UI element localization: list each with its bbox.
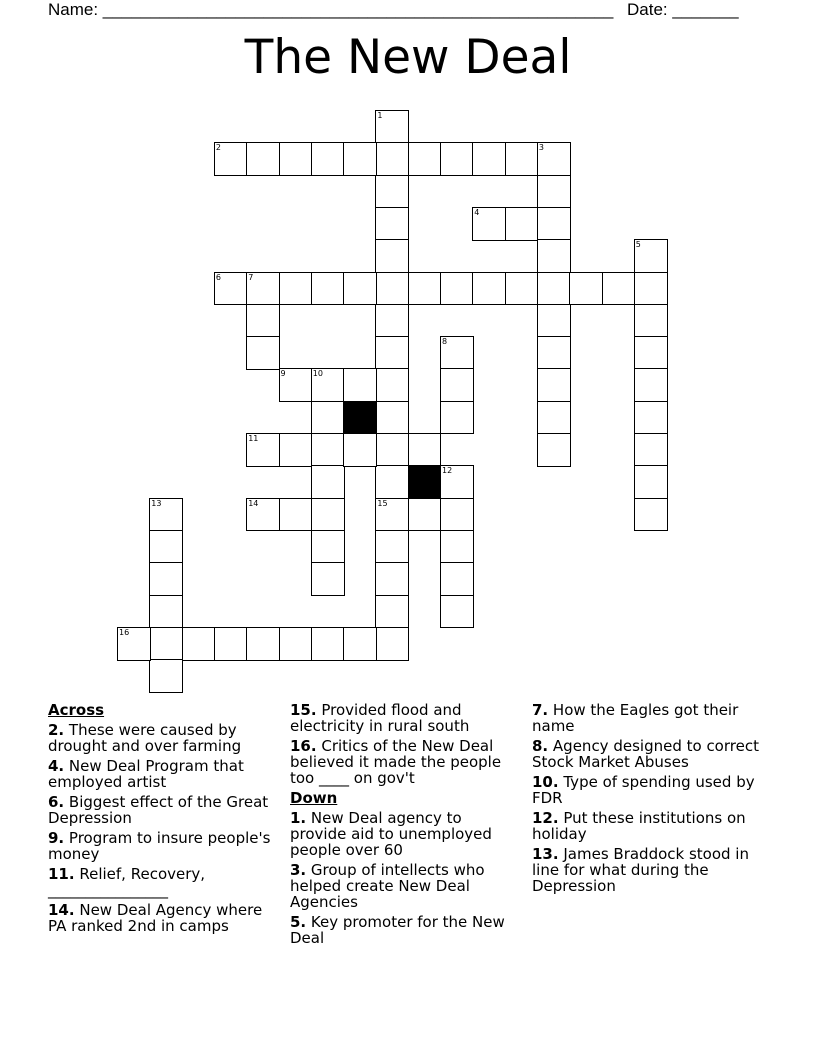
crossword-cell[interactable] (634, 465, 668, 499)
cell-number: 4 (474, 207, 480, 217)
clue-text: Put these institutions on holiday (532, 809, 746, 843)
crossword-cell[interactable] (634, 239, 668, 273)
clue-across-16 (290, 738, 520, 786)
clue-down-13 (532, 846, 762, 894)
crossword-cell[interactable] (537, 207, 571, 241)
cell-number: 9 (280, 369, 286, 379)
crossword-cell[interactable] (408, 498, 442, 532)
crossword-cell[interactable] (537, 433, 571, 467)
crossword-cell[interactable] (279, 142, 313, 176)
crossword-cell[interactable] (440, 465, 474, 499)
crossword-cell[interactable] (440, 595, 474, 629)
crossword-cell[interactable] (505, 207, 539, 241)
crossword-cell[interactable] (117, 627, 151, 661)
clue-down-8 (532, 738, 762, 770)
crossword-cell[interactable] (343, 142, 377, 176)
clue-number: 13. (532, 845, 559, 863)
crossword-cell[interactable] (634, 304, 668, 338)
down-heading: Down (290, 789, 338, 807)
crossword-cell[interactable] (246, 336, 280, 370)
crossword-cell[interactable] (634, 368, 668, 402)
crossword-cell[interactable] (440, 336, 474, 370)
crossword-cell[interactable] (279, 627, 313, 661)
clue-down-10 (532, 774, 762, 806)
clue-text: New Deal agency to provide aid to unemployed people over 60 (290, 809, 492, 859)
clue-number: 5. (290, 913, 307, 931)
crossword-cell[interactable] (375, 465, 409, 499)
crossword-cell[interactable] (311, 627, 345, 661)
crossword-cell[interactable] (537, 142, 571, 176)
crossword-cell[interactable] (311, 498, 345, 532)
crossword-cell[interactable] (375, 562, 409, 596)
crossword-cell[interactable] (375, 272, 409, 306)
crossword-cell[interactable] (375, 175, 409, 209)
crossword-cell[interactable] (149, 498, 183, 532)
clue-down-3 (290, 862, 520, 910)
crossword-cell[interactable] (440, 562, 474, 596)
clue-number: 16. (290, 737, 317, 755)
crossword-cell[interactable] (375, 433, 409, 467)
cell-number: 14 (248, 498, 259, 508)
crossword-cell[interactable] (279, 433, 313, 467)
crossword-cell[interactable] (375, 530, 409, 564)
crossword-cell[interactable] (149, 627, 183, 661)
crossword-cell[interactable] (472, 207, 506, 241)
crossword-cell[interactable] (537, 272, 571, 306)
clue-down-5 (290, 914, 520, 946)
clue-text: New Deal Agency where PA ranked 2nd in camps (48, 901, 263, 935)
crossword-cell[interactable] (537, 304, 571, 338)
crossword-cell[interactable] (569, 272, 603, 306)
black-cell (408, 465, 442, 499)
clue-text: Agency designed to correct Stock Market Abuses (532, 737, 759, 771)
crossword-cell[interactable] (311, 401, 345, 435)
black-cell (343, 401, 377, 435)
clue-text: Critics of the New Deal believed it made the people too ____ on gov't (290, 737, 502, 787)
crossword-cell[interactable] (149, 659, 183, 693)
clue-number: 8. (532, 737, 549, 755)
clue-number: 9. (48, 829, 65, 847)
name-field-label: Name: ______________________________________________________ (48, 0, 614, 19)
clue-text: Biggest effect of the Great Depression (48, 793, 269, 827)
cell-number: 13 (151, 498, 162, 508)
crossword-cell[interactable] (537, 368, 571, 402)
crossword-cell[interactable] (343, 627, 377, 661)
crossword-cell[interactable] (375, 207, 409, 241)
crossword-cell[interactable] (505, 272, 539, 306)
clue-text: James Braddock stood in line for what during the Depression (532, 845, 749, 895)
page-title: The New Deal (244, 30, 572, 85)
clue-number: 15. (290, 701, 317, 719)
clue-text: Type of spending used by FDR (532, 773, 755, 807)
crossword-cell[interactable] (472, 272, 506, 306)
crossword-cell[interactable] (375, 368, 409, 402)
crossword-cell[interactable] (246, 627, 280, 661)
clue-number: 2. (48, 721, 65, 739)
clue-down-7 (532, 702, 762, 734)
crossword-cell[interactable] (505, 142, 539, 176)
clue-text: Program to insure people's money (48, 829, 271, 863)
clue-number: 4. (48, 757, 65, 775)
across-heading: Across (48, 701, 105, 719)
clue-number: 6. (48, 793, 65, 811)
crossword-cell[interactable] (214, 272, 248, 306)
crossword-cell[interactable] (375, 401, 409, 435)
crossword-cell[interactable] (311, 272, 345, 306)
crossword-cell[interactable] (440, 368, 474, 402)
clue-text: Provided flood and electricity in rural south (290, 701, 470, 735)
crossword-cell[interactable] (246, 304, 280, 338)
crossword-cell[interactable] (408, 142, 442, 176)
clues-column-3 (532, 702, 762, 898)
clue-across-2 (48, 722, 278, 754)
crossword-cell[interactable] (440, 401, 474, 435)
clue-text: These were caused by drought and over farming (48, 721, 242, 755)
crossword-cell[interactable] (537, 239, 571, 273)
crossword-cell[interactable] (440, 272, 474, 306)
crossword-cell[interactable] (279, 368, 313, 402)
crossword-cell[interactable] (634, 433, 668, 467)
crossword-cell[interactable] (279, 498, 313, 532)
clue-text: Key promoter for the New Deal (290, 913, 505, 947)
crossword-cell[interactable] (537, 175, 571, 209)
crossword-cell[interactable] (634, 401, 668, 435)
crossword-cell[interactable] (440, 142, 474, 176)
crossword-cell[interactable] (311, 562, 345, 596)
crossword-cell[interactable] (375, 239, 409, 273)
clue-number: 1. (290, 809, 307, 827)
cell-number: 8 (442, 337, 448, 347)
crossword-cell[interactable] (408, 272, 442, 306)
crossword-cell[interactable] (246, 498, 280, 532)
clue-text: Group of intellects who helped create New Deal Agencies (290, 861, 485, 911)
crossword-cell[interactable] (375, 595, 409, 629)
cell-number: 15 (377, 498, 388, 508)
cell-number: 6 (215, 272, 221, 282)
crossword-cell[interactable] (408, 433, 442, 467)
crossword-cell[interactable] (182, 627, 216, 661)
cell-number: 3 (538, 143, 544, 153)
cell-number: 11 (248, 434, 259, 443)
cell-number: 10 (312, 369, 323, 379)
crossword-cell[interactable] (375, 627, 409, 661)
crossword-cell[interactable] (375, 498, 409, 532)
clue-text: How the Eagles got their name (532, 701, 739, 735)
clue-across-6 (48, 794, 278, 826)
crossword-cell[interactable] (602, 272, 636, 306)
cell-number: 7 (248, 272, 254, 282)
clue-number: 12. (532, 809, 559, 827)
crossword-cell[interactable] (440, 498, 474, 532)
cell-number: 5 (635, 240, 641, 250)
clues-column-1 (48, 702, 278, 938)
crossword-cell[interactable] (311, 465, 345, 499)
clue-number: 11. (48, 865, 75, 883)
crossword-cell[interactable] (246, 433, 280, 467)
clue-down-1 (290, 810, 520, 858)
crossword-cell[interactable] (246, 272, 280, 306)
crossword-cell[interactable] (343, 272, 377, 306)
clue-text: New Deal Program that employed artist (48, 757, 244, 791)
clue-across-4 (48, 758, 278, 790)
crossword-cell[interactable] (375, 142, 409, 176)
clue-across-15 (290, 702, 520, 734)
crossword-cell[interactable] (246, 142, 280, 176)
clue-number: 10. (532, 773, 559, 791)
clue-across-11 (48, 866, 248, 898)
clue-down-12 (532, 810, 762, 842)
crossword-cell[interactable] (311, 142, 345, 176)
crossword-cell[interactable] (375, 304, 409, 338)
clue-number: 3. (290, 861, 307, 879)
crossword-cell[interactable] (440, 530, 474, 564)
crossword-cell[interactable] (537, 336, 571, 370)
clue-text: Relief, Recovery, ________________ (48, 865, 206, 899)
cell-number: 2 (215, 143, 221, 153)
clue-number: 7. (532, 701, 549, 719)
crossword-cell[interactable] (214, 142, 248, 176)
crossword-cell[interactable] (149, 562, 183, 596)
crossword-cell[interactable] (279, 272, 313, 306)
crossword-cell[interactable] (472, 142, 506, 176)
crossword-cell[interactable] (214, 627, 248, 661)
clue-across-14 (48, 902, 278, 934)
cell-number: 1 (377, 111, 383, 120)
clues-column-2 (290, 702, 520, 950)
crossword-cell[interactable] (343, 433, 377, 467)
clue-number: 14. (48, 901, 75, 919)
crossword-cell[interactable] (311, 433, 345, 467)
crossword-cell[interactable] (311, 368, 345, 402)
crossword-cell[interactable] (634, 498, 668, 532)
crossword-cell[interactable] (634, 272, 668, 306)
crossword-cell[interactable] (149, 595, 183, 629)
crossword-cell[interactable] (375, 110, 409, 144)
crossword-cell[interactable] (311, 530, 345, 564)
crossword-cell[interactable] (537, 401, 571, 435)
crossword-cell[interactable] (634, 336, 668, 370)
date-field-label: Date: _______ (627, 0, 739, 19)
cell-number: 12 (442, 466, 453, 476)
crossword-cell[interactable] (343, 368, 377, 402)
crossword-cell[interactable] (149, 530, 183, 564)
cell-number: 16 (119, 627, 130, 637)
crossword-cell[interactable] (375, 336, 409, 370)
clue-across-9 (48, 830, 278, 862)
